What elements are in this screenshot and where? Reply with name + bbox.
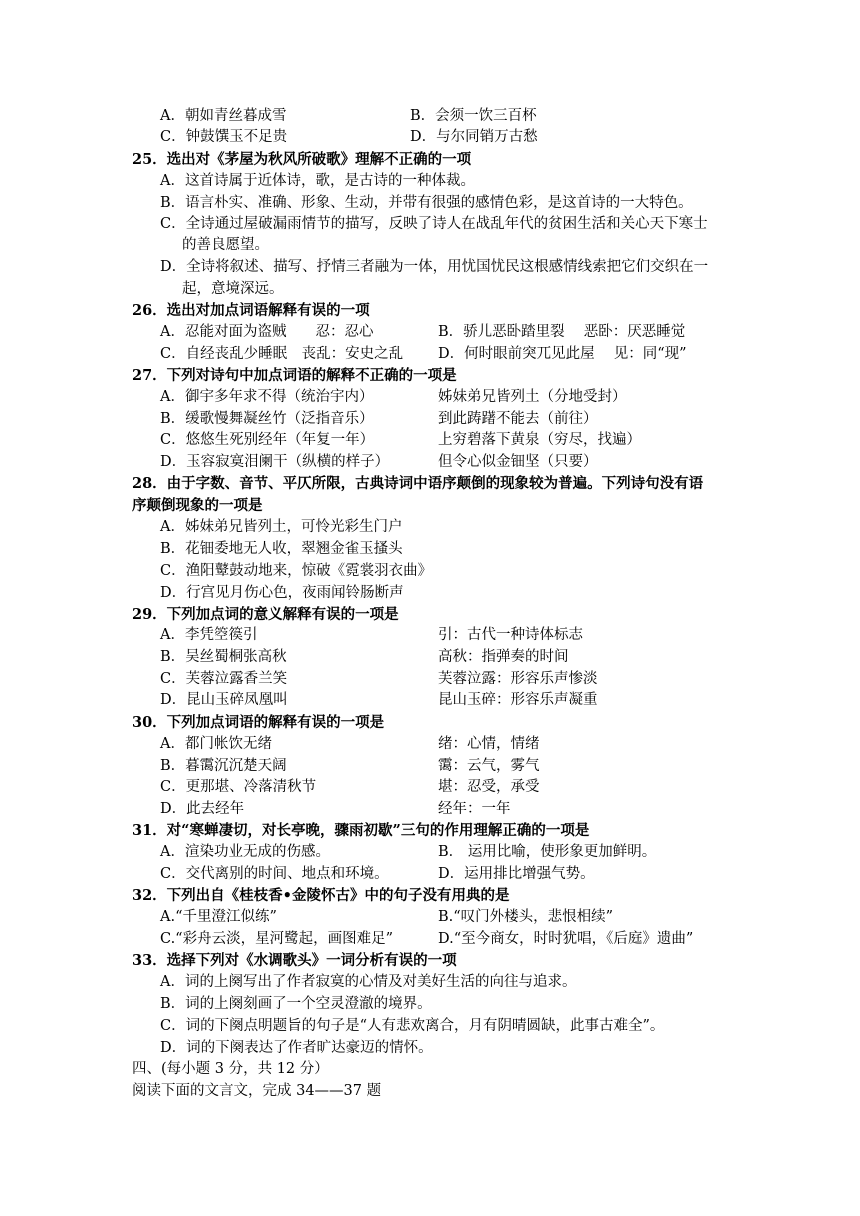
- q26-option-c: C．自经丧乱少睡眠 丧乱：安史之乱: [160, 346, 404, 362]
- q30-option-a-left: A．都门帐饮无绪: [160, 736, 272, 752]
- q29-option-c-left: C．芙蓉泣露香兰笑: [160, 671, 288, 687]
- q30-option-d-left: D．此去经年: [160, 801, 245, 817]
- q30-option-c-right: 堪：忍受，承受: [438, 779, 540, 795]
- q27-option-a-right: 姊妹弟兄皆列土（分地受封）: [438, 389, 627, 405]
- q30-option-c-left: C．更那堪、冷落清秋节: [160, 779, 317, 795]
- q33-option-d: D．词的下阕表达了作者旷达豪迈的情怀。: [160, 1040, 433, 1056]
- q31-option-b: B． 运用比喻，使形象更加鲜明。: [438, 844, 657, 860]
- q27-option-b-left: B．缓歌慢舞凝丝竹（泛指音乐）: [160, 411, 374, 427]
- q29-option-a-left: A．李凭箜篌引: [160, 627, 258, 643]
- option-d: D．与尔同销万古愁: [410, 129, 538, 145]
- q32-stem: 32．下列出自《桂枝香•金陵怀古》中的句子没有用典的是: [132, 887, 510, 904]
- q29-option-c-right: 芙蓉泣露：形容乐声惨淡: [438, 671, 598, 687]
- q29-option-d-left: D．昆山玉碎凤凰叫: [160, 692, 288, 708]
- q30-option-b-right: 霭：云气，雾气: [438, 758, 540, 774]
- section-4-instruction: 阅读下面的文言文，完成 34——37 题: [132, 1083, 382, 1099]
- q30-option-d-right: 经年：一年: [438, 801, 511, 817]
- q27-option-c-left: C．悠悠生死别经年（年复一年）: [160, 432, 375, 448]
- q29-option-d-right: 昆山玉碎：形容乐声凝重: [438, 692, 598, 708]
- q27-stem: 27．下列对诗句中加点词语的解释不正确的一项是: [132, 367, 457, 384]
- q30-option-a-right: 绪：心情，情绪: [438, 736, 540, 752]
- q27-option-c-right: 上穷碧落下黄泉（穷尽，找遍）: [438, 432, 641, 448]
- q32-option-b: B.“叹门外楼头，悲恨相续”: [438, 909, 614, 925]
- q31-option-c: C．交代离别的时间、地点和环境。: [160, 866, 389, 882]
- q25-option-c-line-1: C．全诗通过屋破漏雨情节的描写，反映了诗人在战乱年代的贫困生活和关心天下寒士: [160, 216, 708, 232]
- section-4-heading: 四、(每小题 3 分，共 12 分）: [132, 1061, 329, 1077]
- q30-option-b-left: B．暮霭沉沉楚天阔: [160, 758, 287, 774]
- q29-option-b-right: 高秋：指弹奏的时间: [438, 649, 569, 665]
- q33-option-a: A．词的上阕写出了作者寂寞的心情及对美好生活的向往与追求。: [160, 974, 577, 990]
- q27-option-b-right: 到此踌躇不能去（前往）: [438, 411, 598, 427]
- q28-option-d: D．行宫见月伤心色，夜雨闻铃肠断声: [160, 585, 404, 601]
- q32-option-c: C.“彩舟云淡，星河鹭起，画图难足”: [160, 931, 394, 947]
- q29-option-b-left: B．吴丝蜀桐张高秋: [160, 649, 287, 665]
- q28-stem-line-2: 序颠倒现象的一项是: [132, 497, 263, 514]
- q30-stem: 30．下列加点词语的解释有误的一项是: [132, 714, 385, 731]
- q33-option-b: B．词的上阕刻画了一个空灵澄澈的境界。: [160, 996, 432, 1012]
- q28-option-a: A．姊妹弟兄皆列土，可怜光彩生门户: [160, 519, 403, 535]
- q28-option-b: B．花钿委地无人收，翠翘金雀玉搔头: [160, 541, 403, 557]
- q33-option-c: C．词的下阕点明题旨的句子是“人有悲欢离合，月有阴晴圆缺，此事古难全”。: [160, 1018, 665, 1034]
- q28-stem-line-1: 28．由于字数、音节、平仄所限，古典诗词中语序颠倒的现象较为普遍。下列诗句没有语: [132, 475, 704, 492]
- q27-option-d-left: D．玉容寂寞泪阑干（纵横的样子）: [160, 454, 390, 470]
- option-b: B．会须一饮三百杯: [410, 108, 537, 124]
- q27-option-a-left: A．御宇多年求不得（统治宇内）: [160, 389, 374, 405]
- q26-option-b: B．骄儿恶卧踏里裂 恶卧：厌恶睡觉: [438, 324, 686, 340]
- q28-option-c: C．渔阳鼙鼓动地来，惊破《霓裳羽衣曲》: [160, 563, 433, 579]
- q26-option-a: A．忍能对面为盗贼 忍：忍心: [160, 324, 374, 340]
- q25-option-a: A．这首诗属于近体诗，歌，是古诗的一种体裁。: [160, 173, 475, 189]
- q25-stem: 25．选出对《茅屋为秋风所破歌》理解不正确的一项: [132, 151, 472, 168]
- q25-option-c-line-2: 的善良愿望。: [182, 237, 269, 253]
- q26-option-d: D．何时眼前突兀见此屋 见：同“现”: [438, 346, 687, 362]
- q31-option-d: D．运用排比增强气势。: [438, 866, 595, 882]
- q31-option-a: A．渲染功业无成的伤感。: [160, 844, 330, 860]
- option-c: C．钟鼓馔玉不足贵: [160, 129, 288, 145]
- q32-option-d: D.“至今商女，时时犹唱，《后庭》遗曲”: [438, 931, 694, 947]
- q26-stem: 26．选出对加点词语解释有误的一项: [132, 302, 370, 319]
- q25-option-b: B．语言朴实、准确、形象、生动，并带有很强的感情色彩，是这首诗的一大特色。: [160, 195, 693, 211]
- q32-option-a: A.“千里澄江似练”: [160, 909, 277, 925]
- q29-stem: 29．下列加点词的意义解释有误的一项是: [132, 606, 399, 623]
- q27-option-d-right: 但令心似金钿坚（只要）: [438, 454, 598, 470]
- option-a: A．朝如青丝暮成雪: [160, 108, 287, 124]
- q33-stem: 33．选择下列对《水调歌头》一词分析有误的一项: [132, 952, 457, 969]
- q25-option-d-line-1: D．全诗将叙述、描写、抒情三者融为一体，用忧国忧民这根感情线索把它们交织在一: [160, 259, 709, 275]
- q29-option-a-right: 引：古代一种诗体标志: [438, 627, 583, 643]
- q31-stem: 31．对“寒蝉凄切，对长亭晚，骤雨初歇”三句的作用理解正确的一项是: [132, 822, 590, 839]
- q25-option-d-line-2: 起，意境深远。: [182, 281, 284, 297]
